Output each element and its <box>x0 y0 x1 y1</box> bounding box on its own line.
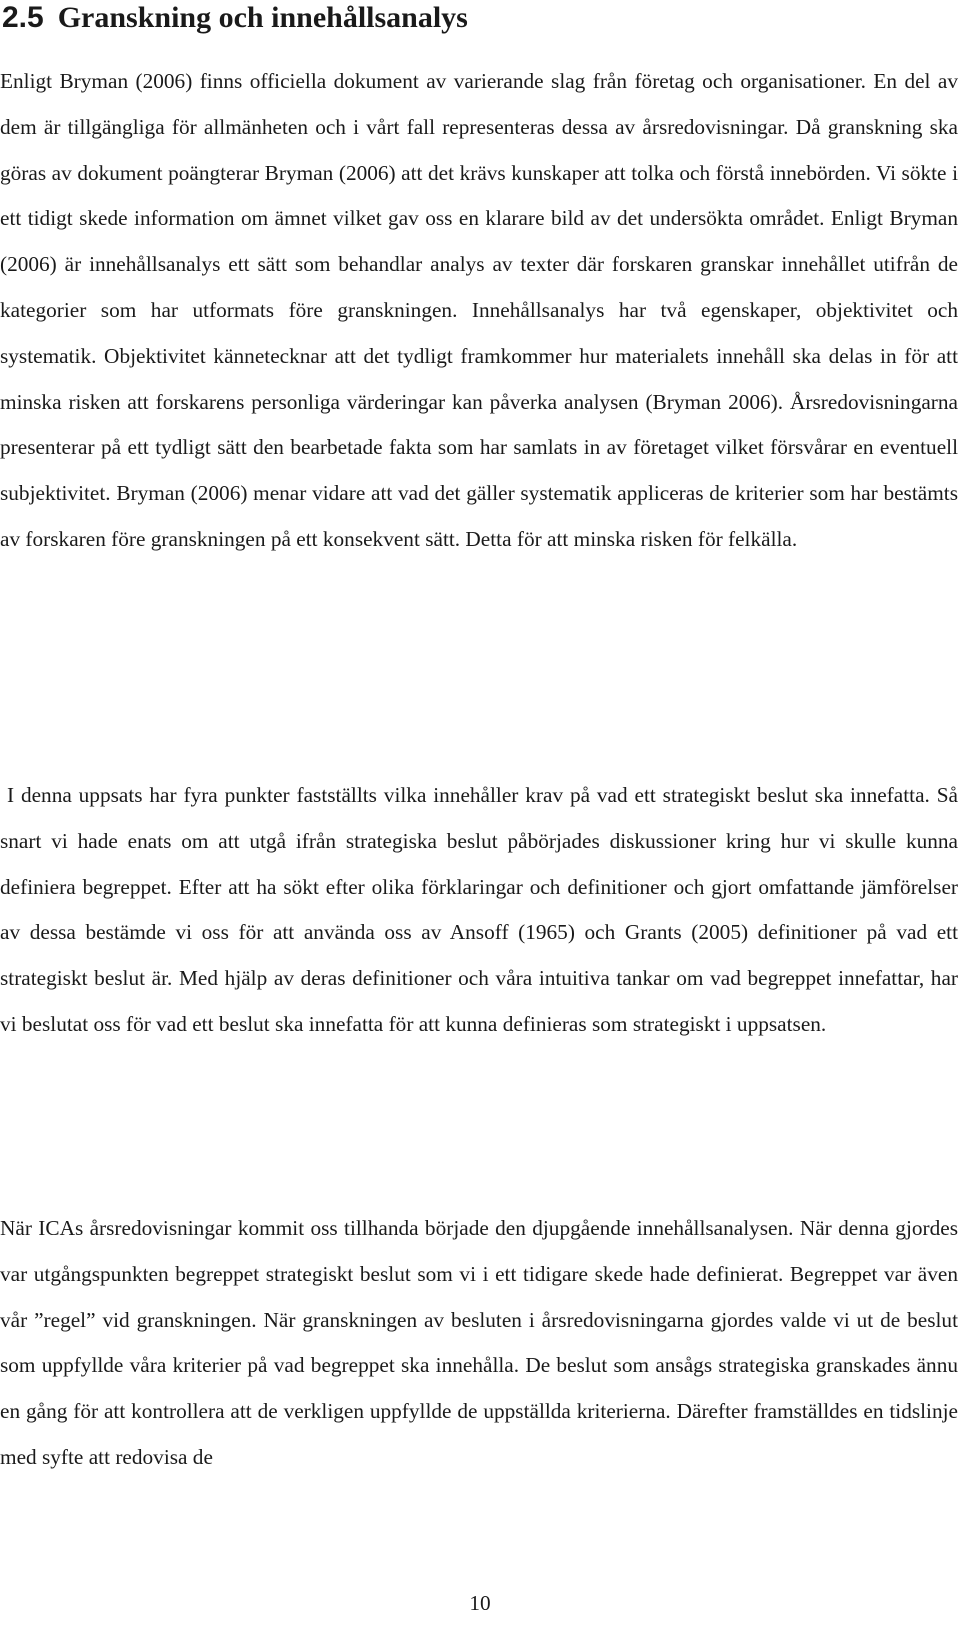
paragraph-strategic-decision-criteria: I denna uppsats har fyra punkter fastställts vilka innehåller krav på vad ett strategiskt beslut ska innefatta. Så snart vi hade enats om att utgå ifrån strategiska beslut påbörjades diskussioner kring hur vi skulle kunna definiera begreppet. Efter att ha sökt efter olika förklaringar och definitioner och gjort omfattande jämförelser av dessa bestämde vi oss för att använda oss av Ansoff (1965) och Grants (2005) definitioner på vad ett strategiskt beslut är. Med hjälp av deras definitioner och våra intuitiva tankar om vad begreppet innefattar, har vi beslutat oss för vad ett beslut ska innefatta för att kunna definieras som strategiskt i uppsatsen. <box>0 783 958 1036</box>
section-number: 2.5 <box>2 1 44 34</box>
paragraph-content-analysis-process: När ICAs årsredovisningar kommit oss tillhanda började den djupgående innehållsanalysen. När denna gjordes var utgångspunkten begreppet strategiskt beslut som vi i ett tidigare skede hade definierat. Begreppet var även vår ”regel” vid granskningen. När granskningen av besluten i årsredovisningarna gjordes valde vi ut de beslut som uppfyllde våra kriterier på vad begreppet ska innehålla. De beslut som ansågs strategiska granskades ännu en gång för att kontrollera att de verkligen uppfyllde de uppställda kriterierna. Därefter framställdes en tidslinje med syfte att redovisa de <box>0 1216 958 1469</box>
section-title: Granskning och innehållsanalys <box>57 1 468 34</box>
section-heading <box>2 0 468 38</box>
paragraph-document-analysis: Enligt Bryman (2006) finns officiella dokument av varierande slag från företag och organisationer. En del av dem är tillgängliga för allmänheten och i vårt fall representeras dessa av årsredovisningar. Då granskning ska göras av dokument poängterar Bryman (2006) att det krävs kunskaper att tolka och förstå innebörden. Vi sökte i ett tidigt skede information om ämnet vilket gav oss en klarare bild av det undersökta området. Enligt Bryman (2006) är innehållsanalys ett sätt som behandlar analys av texter där forskaren granskar innehållet utifrån de kategorier som har utformats före granskningen. Innehållsanalys har två egenskaper, objektivitet och systematik. Objektivitet kännetecknar att det tydligt framkommer hur materialets innehåll ska delas in för att minska risken att forskarens personliga värderingar kan påverka analysen (Bryman 2006). Årsredovisningarna presenterar på ett tydligt sätt den bearbetade fakta som har samlats in av företaget vilket försvårar en eventuell subjektivitet. Bryman (2006) menar vidare att vad det gäller systematik appliceras de kriterier som har bestämts av forskaren före granskningen på ett konsekvent sätt. Detta för att minska risken för felkälla. <box>0 69 958 551</box>
page-number: 10 <box>469 1591 491 1615</box>
